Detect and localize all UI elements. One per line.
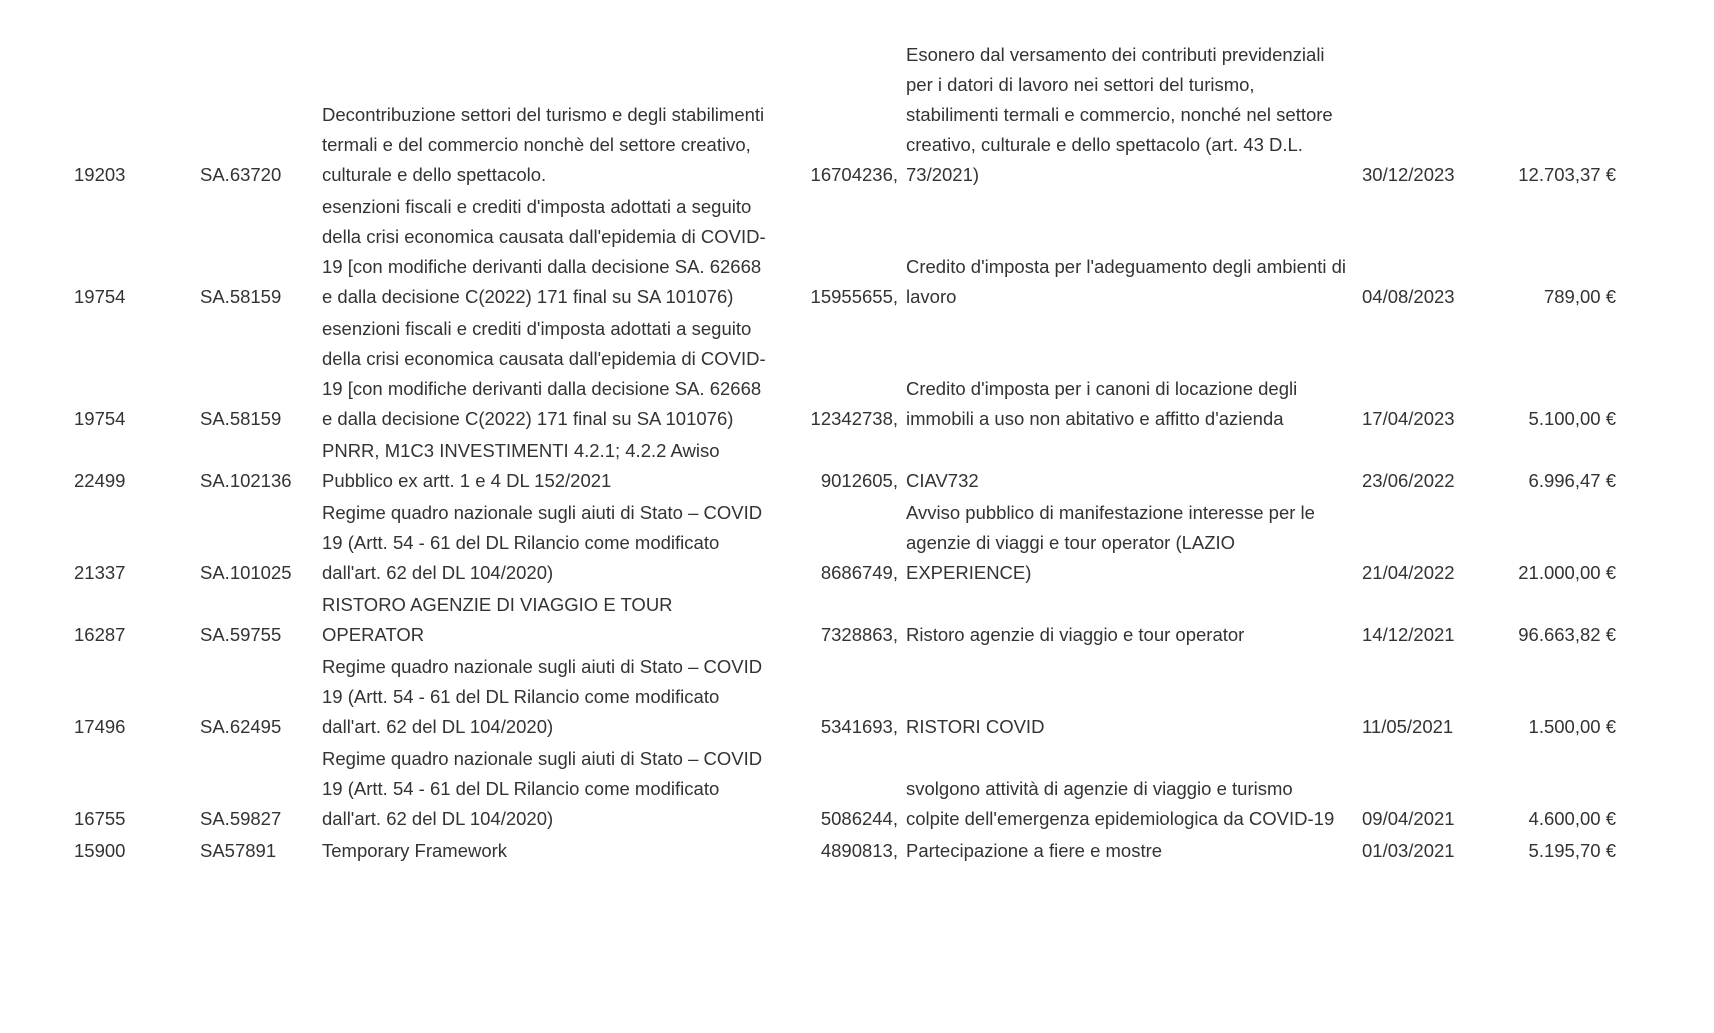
- table-row: [74, 314, 1616, 436]
- grant-date: 21/04/2022: [1362, 562, 1455, 583]
- aid-amount: 5.195,70 €: [1528, 840, 1616, 861]
- aid-amount: 789,00 €: [1543, 286, 1616, 307]
- aid-description: Ristoro agenzie di viaggio e tour operator: [906, 624, 1245, 645]
- table-row: [74, 836, 1616, 868]
- table-row: [74, 40, 1616, 192]
- grant-date: 09/04/2021: [1362, 808, 1455, 829]
- regulation-title: esenzioni fiscali e crediti d'imposta adottati a seguito della crisi economica causata dall'epidemia di COVID-19 [con modifiche derivanti dalla decisione SA. 62668 e dalla decisione C(2022) 171 final su SA 101076): [322, 318, 766, 429]
- grant-date: 30/12/2023: [1362, 164, 1455, 185]
- table-row: [74, 192, 1616, 314]
- cor-code: 15955655,: [810, 286, 898, 307]
- table-row: [74, 590, 1616, 652]
- cor-code: 12342738,: [810, 408, 898, 429]
- aid-id: 19203: [74, 164, 126, 185]
- sa-number: SA.101025: [200, 562, 292, 583]
- sa-number: SA57891: [200, 840, 277, 861]
- aid-amount: 1.500,00 €: [1528, 716, 1616, 737]
- regulation-title: Regime quadro nazionale sugli aiuti di Stato – COVID 19 (Artt. 54 - 61 del DL Rilancio come modificato dall'art. 62 del DL 104/2020): [322, 748, 763, 829]
- aid-description: CIAV732: [906, 470, 979, 491]
- cor-code: 7328863,: [820, 624, 898, 645]
- aid-description: RISTORI COVID: [906, 716, 1045, 737]
- aid-description: Avviso pubblico di manifestazione interesse per le agenzie di viaggi e tour operator (LAZIO EXPERIENCE): [906, 502, 1315, 583]
- aid-id: 22499: [74, 470, 126, 491]
- grant-date: 17/04/2023: [1362, 408, 1455, 429]
- regulation-title: Decontribuzione settori del turismo e degli stabilimenti termali e del commercio nonchè del settore creativo, culturale e dello spettacolo.: [322, 104, 765, 185]
- grant-date: 23/06/2022: [1362, 470, 1455, 491]
- aid-description: Partecipazione a fiere e mostre: [906, 840, 1163, 861]
- regulation-title: Regime quadro nazionale sugli aiuti di Stato – COVID 19 (Artt. 54 - 61 del DL Rilancio come modificato dall'art. 62 del DL 104/2020): [322, 656, 763, 737]
- aid-amount: 5.100,00 €: [1528, 408, 1616, 429]
- cor-code: 8686749,: [820, 562, 898, 583]
- grant-date: 14/12/2021: [1362, 624, 1455, 645]
- grant-date: 04/08/2023: [1362, 286, 1455, 307]
- sa-number: SA.62495: [200, 716, 282, 737]
- aid-amount: 6.996,47 €: [1528, 470, 1616, 491]
- aid-amount: 4.600,00 €: [1528, 808, 1616, 829]
- regulation-title: Temporary Framework: [322, 840, 508, 861]
- state-aid-document: [74, 40, 1634, 868]
- state-aid-table: [74, 40, 1616, 868]
- regulation-title: PNRR, M1C3 INVESTIMENTI 4.2.1; 4.2.2 Awiso Pubblico ex artt. 1 e 4 DL 152/2021: [322, 440, 720, 491]
- regulation-title: esenzioni fiscali e crediti d'imposta adottati a seguito della crisi economica causata dall'epidemia di COVID-19 [con modifiche derivanti dalla decisione SA. 62668 e dalla decisione C(2022) 171 final su SA 101076): [322, 196, 766, 307]
- aid-description: Esonero dal versamento dei contributi previdenziali per i datori di lavoro nei settori del turismo, stabilimenti termali e commercio, nonché nel settore creativo, culturale e dello spettacolo (art. 43 D.L. 73/2021): [906, 44, 1333, 185]
- aid-amount: 21.000,00 €: [1518, 562, 1616, 583]
- table-row: [74, 744, 1616, 836]
- aid-id: 17496: [74, 716, 126, 737]
- cor-code: 9012605,: [820, 470, 898, 491]
- regulation-title: RISTORO AGENZIE DI VIAGGIO E TOUR OPERATOR: [322, 594, 673, 645]
- grant-date: 11/05/2021: [1362, 716, 1454, 737]
- regulation-title: Regime quadro nazionale sugli aiuti di Stato – COVID 19 (Artt. 54 - 61 del DL Rilancio come modificato dall'art. 62 del DL 104/2020): [322, 502, 763, 583]
- aid-description: svolgono attività di agenzie di viaggio e turismo colpite dell'emergenza epidemiologica da COVID-19: [906, 778, 1335, 829]
- aid-id: 16287: [74, 624, 126, 645]
- aid-amount: 12.703,37 €: [1518, 164, 1616, 185]
- sa-number: SA.58159: [200, 408, 282, 429]
- cor-code: 5341693,: [820, 716, 898, 737]
- table-row: [74, 436, 1616, 498]
- aid-amount: 96.663,82 €: [1518, 624, 1616, 645]
- cor-code: 5086244,: [820, 808, 898, 829]
- aid-description: Credito d'imposta per l'adeguamento degli ambienti di lavoro: [906, 256, 1347, 307]
- sa-number: SA.59755: [200, 624, 282, 645]
- aid-id: 19754: [74, 408, 126, 429]
- cor-code: 16704236,: [810, 164, 898, 185]
- aid-id: 19754: [74, 286, 126, 307]
- aid-id: 21337: [74, 562, 126, 583]
- aid-id: 16755: [74, 808, 126, 829]
- table-row: [74, 498, 1616, 590]
- aid-id: 15900: [74, 840, 126, 861]
- sa-number: SA.102136: [200, 470, 292, 491]
- sa-number: SA.58159: [200, 286, 282, 307]
- aid-description: Credito d'imposta per i canoni di locazione degli immobili a uso non abitativo e affitto d'azienda: [906, 378, 1298, 429]
- sa-number: SA.63720: [200, 164, 282, 185]
- grant-date: 01/03/2021: [1362, 840, 1455, 861]
- cor-code: 4890813,: [820, 840, 898, 861]
- sa-number: SA.59827: [200, 808, 282, 829]
- table-row: [74, 652, 1616, 744]
